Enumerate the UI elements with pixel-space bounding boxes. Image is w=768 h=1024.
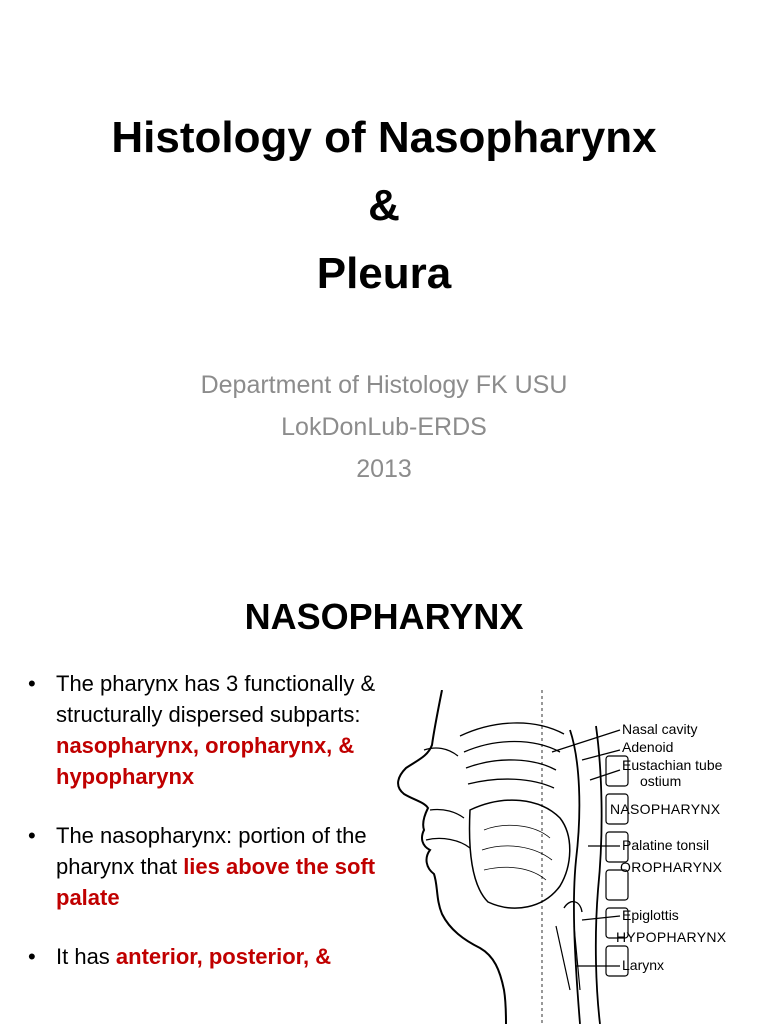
bullet-list (28, 668, 398, 1000)
bullet-item (28, 820, 398, 913)
label-larynx: Larynx (622, 957, 665, 973)
slide-heading: NASOPHARYNX (244, 596, 524, 637)
slide-title (0, 104, 768, 308)
pharynx-illustration (384, 690, 768, 1024)
bullet-highlight: nasopharynx, oropharynx, & hypopharynx (56, 733, 355, 789)
bullet-text: The pharynx has 3 functionally & structurally dispersed subparts: (56, 671, 376, 727)
label-epiglottis: Epiglottis (622, 907, 679, 923)
label-nasopharynx: NASOPHARYNX (610, 801, 721, 817)
content-slide (0, 572, 768, 1024)
bullet-item (28, 668, 398, 792)
title-line-2: & (368, 181, 400, 230)
subtitle-year: 2013 (356, 455, 412, 483)
bullet-highlight: anterior, posterior, & (115, 944, 332, 969)
title-line-3: Pleura (316, 249, 452, 298)
bullet-text: The nasopharynx: portion of the pharynx that (56, 823, 367, 879)
label-nasal-cavity: Nasal cavity (622, 721, 698, 737)
label-hypopharynx: HYPOPHARYNX (616, 929, 727, 945)
tongue (470, 800, 570, 908)
bullet-highlight: lies above the soft palate (56, 854, 376, 910)
turbinates (460, 723, 564, 788)
bullet-text: It has (56, 944, 116, 969)
nose-detail (424, 748, 470, 848)
pharynx-diagram (384, 690, 768, 1024)
bullet-item (28, 941, 398, 972)
label-eustachian-ostium: ostium (640, 773, 682, 789)
title-line-1: Histology of Nasopharynx (111, 113, 657, 162)
label-oropharynx: OROPHARYNX (620, 859, 723, 875)
subtitle-department: Department of Histology FK USU (200, 371, 568, 399)
posterior-wall (596, 726, 602, 1024)
label-adenoid: Adenoid (622, 739, 674, 755)
subtitle-author: LokDonLub-ERDS (281, 413, 487, 441)
slide-subtitle (0, 364, 768, 490)
label-palatine-tonsil: Palatine tonsil (622, 837, 710, 853)
label-eustachian-tube: Eustachian tube (622, 757, 723, 773)
epiglottis (564, 902, 582, 912)
